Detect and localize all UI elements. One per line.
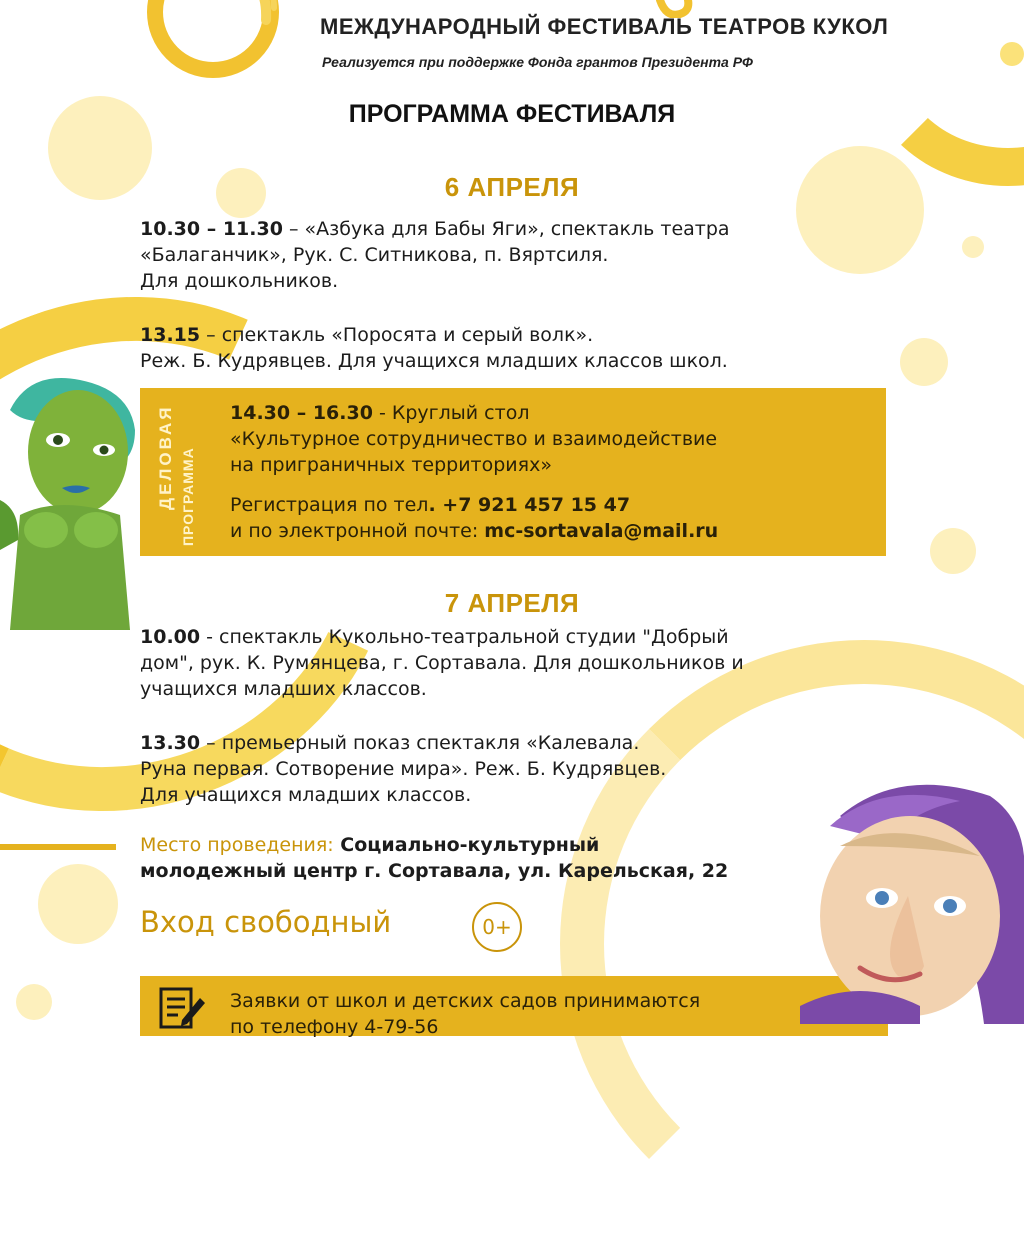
program-title: ПРОГРАММА ФЕСТИВАЛЯ — [348, 100, 676, 128]
applications-line: Заявки от школ и детских садов принимаются — [230, 990, 701, 1012]
event-description: «Балаганчик», Рук. С. Ситникова, п. Вяртсиля. — [140, 244, 609, 266]
decor-circle — [16, 984, 52, 1020]
event-description: - спектакль Кукольно-театральной студии "Добрый — [200, 626, 729, 648]
registration-phone[interactable]: . +7 921 457 15 47 — [428, 494, 631, 516]
event-description: Руна первая. Сотворение мира». Реж. Б. Кудрявцев. — [140, 758, 667, 780]
business-program-text — [230, 400, 718, 544]
applications-phone[interactable]: по телефону 4-79-56 — [230, 1016, 439, 1038]
event-time: 10.30 – 11.30 — [140, 218, 283, 240]
event-block — [140, 624, 744, 702]
day-title-6-april: 6 АПРЕЛЯ — [444, 172, 580, 202]
venue-name: Социально-культурный — [333, 834, 600, 856]
event-block — [140, 322, 728, 374]
age-rating-badge: 0+ — [472, 902, 522, 952]
applications-text — [230, 988, 700, 1040]
decor-circle — [930, 528, 976, 574]
registration-label: Регистрация по тел — [230, 494, 429, 516]
event-audience: Для дошкольников. — [140, 270, 339, 292]
event-description: – премьерный показ спектакля «Калевала. — [200, 732, 640, 754]
side-label-top: ДЕЛОВАЯ — [156, 404, 175, 510]
venue-address: молодежный центр г. Сортавала, ул. Карельская, 22 — [140, 860, 729, 882]
event-audience: учащихся младших классов. — [140, 678, 427, 700]
event-block — [140, 216, 730, 294]
side-label-bottom: ПРОГРАММА — [180, 447, 196, 546]
venue-label: Место проведения: — [140, 834, 334, 856]
venue-block — [140, 832, 728, 884]
event-audience: Для учащихся младших классов. — [140, 784, 472, 806]
event-block — [140, 730, 666, 808]
form-pen-icon — [158, 986, 206, 1030]
day-title-7-april: 7 АПРЕЛЯ — [444, 588, 580, 618]
business-program-side-label — [152, 400, 200, 546]
free-entry: Вход свободный — [140, 905, 392, 939]
email-label: и по электронной почте: — [230, 520, 485, 542]
event-description: дом", рук. К. Румянцева, г. Сортавала. Для дошкольников и — [140, 652, 744, 674]
festival-name: МЕЖДУНАРОДНЫЙ ФЕСТИВАЛЬ ТЕАТРОВ КУКОЛ — [320, 14, 889, 39]
decor-circle — [962, 236, 984, 258]
support-line: Реализуется при поддержке Фонда грантов Президента РФ — [322, 54, 753, 70]
registration-email[interactable]: mc-sortavala@mail.ru — [484, 520, 719, 542]
decor-circle — [900, 338, 948, 386]
event-time: 10.00 — [140, 626, 201, 648]
festival-logo — [138, 0, 288, 110]
decor-circle — [38, 864, 118, 944]
venue-divider — [0, 844, 116, 850]
decor-circle — [796, 146, 924, 274]
business-title: - Круглый стол — [372, 402, 530, 424]
hand-ring-logo-icon — [138, 0, 288, 110]
old-woman-puppet-image — [800, 776, 1024, 1024]
event-description: Реж. Б. Кудрявцев. Для учащихся младших классов школ. — [140, 350, 728, 372]
green-puppet-image — [0, 370, 150, 630]
business-topic: на приграничных территориях» — [230, 454, 552, 476]
business-topic: «Культурное сотрудничество и взаимодействие — [230, 428, 718, 450]
event-time: 13.30 — [140, 732, 201, 754]
event-description: – «Азбука для Бабы Яги», спектакль театра — [282, 218, 730, 240]
event-time: 13.15 — [140, 324, 201, 346]
event-description: – спектакль «Поросята и серый волк». — [200, 324, 594, 346]
business-time: 14.30 – 16.30 — [230, 402, 373, 424]
